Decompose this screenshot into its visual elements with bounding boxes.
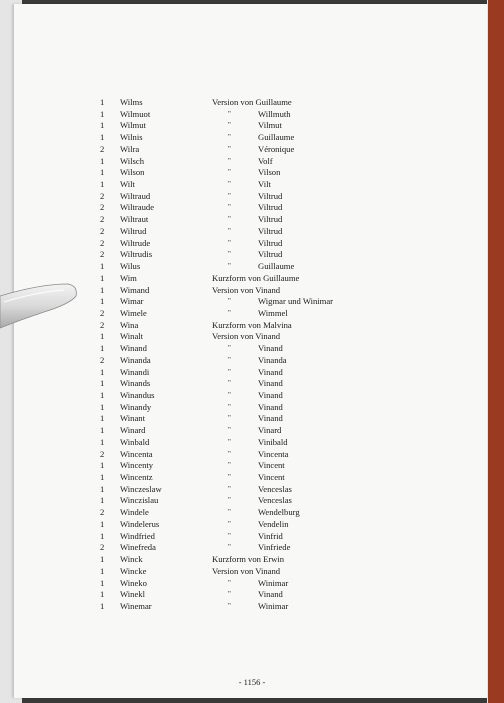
ditto-mark: "	[228, 414, 231, 423]
entry-target: Wimmel	[258, 307, 288, 318]
entry-name: Wilmuot	[120, 108, 151, 119]
entry-name: Wincke	[120, 565, 147, 576]
ditto-mark: "	[228, 308, 231, 317]
entry-name: Wiltraut	[120, 214, 149, 225]
entry-target: Vinand	[258, 589, 283, 600]
entry-count: 2	[100, 319, 105, 330]
entry-name: Winant	[120, 413, 145, 424]
index-entry	[0, 425, 504, 437]
entry-count: 1	[100, 108, 105, 119]
ditto-mark: "	[228, 391, 231, 399]
entry-target: Vilmut	[258, 120, 282, 131]
entry-description: Version von Guillaume	[212, 97, 292, 107]
entry-count: 1	[100, 460, 105, 471]
entry-count: 1	[100, 436, 105, 447]
index-entry	[0, 437, 504, 449]
entry-name: Wimand	[120, 284, 150, 295]
index-entry	[0, 378, 504, 390]
ditto-mark: "	[228, 496, 231, 505]
entry-name: Wincentz	[120, 472, 153, 483]
index-entry	[0, 449, 504, 461]
entry-name: Wiltraude	[120, 202, 155, 213]
index-entry	[0, 390, 504, 402]
entry-name: Wilmut	[120, 120, 146, 131]
index-entry	[0, 495, 504, 507]
entry-target: Wigmar und Winimar	[258, 296, 334, 307]
ditto-mark: "	[228, 531, 231, 540]
entry-target: Winimar	[258, 600, 289, 611]
entry-name: Wiltrudis	[120, 249, 153, 260]
entry-count: 1	[100, 425, 105, 436]
index-entry	[0, 331, 504, 343]
entry-count: 2	[100, 143, 105, 154]
ditto-mark: "	[228, 226, 231, 235]
ditto-mark: "	[228, 426, 231, 435]
ditto-mark: "	[228, 449, 231, 458]
entry-name: Winczeslaw	[120, 483, 162, 494]
ditto-mark: "	[228, 121, 231, 130]
entry-name: Wilms	[120, 97, 143, 107]
entry-name: Winefreda	[120, 542, 156, 553]
ditto-mark: "	[228, 203, 231, 212]
entry-name: Wilson	[120, 167, 145, 178]
ditto-mark: "	[228, 590, 231, 599]
entry-name: Winands	[120, 378, 151, 389]
entry-description: Kurzform von Guillaume	[212, 272, 300, 283]
entry-target: Viltrud	[258, 225, 283, 236]
entry-target: Viltrud	[258, 190, 283, 201]
ditto-mark: "	[228, 402, 231, 411]
index-entry	[0, 179, 504, 191]
ditto-mark: "	[228, 180, 231, 189]
entry-count: 1	[100, 132, 105, 143]
ditto-mark: "	[228, 367, 231, 376]
entry-name: Winczislau	[120, 495, 159, 506]
entry-name: Winandus	[120, 390, 155, 400]
index-entry	[0, 156, 504, 168]
entry-count: 1	[100, 272, 105, 283]
index-entry	[0, 238, 504, 250]
entry-name: Wimar	[120, 296, 144, 307]
index-entry	[0, 519, 504, 531]
index-entry	[0, 601, 504, 613]
entry-target: Vincenta	[258, 448, 289, 459]
entry-description: Version von Vinand	[212, 331, 281, 342]
entry-count: 1	[100, 167, 105, 178]
index-entry	[0, 460, 504, 472]
entry-count: 2	[100, 354, 105, 365]
index-entry	[0, 566, 504, 578]
ditto-mark: "	[228, 191, 231, 200]
index-entry	[0, 355, 504, 367]
ditto-mark: "	[228, 109, 231, 118]
entry-target: Vincent	[258, 472, 285, 483]
entry-count: 1	[100, 331, 105, 342]
index-entry	[0, 554, 504, 566]
entry-target: Vinand	[258, 413, 283, 424]
ditto-mark: "	[228, 355, 231, 364]
entry-target: Vinand	[258, 390, 283, 400]
entry-target: Winimar	[258, 577, 289, 588]
entry-name: Wilus	[120, 261, 141, 272]
entry-name: Winekl	[120, 589, 145, 600]
entry-target: Willmuth	[258, 108, 291, 119]
entry-target: Viltrud	[258, 237, 283, 248]
entry-name: Wilsch	[120, 155, 144, 166]
entry-name: Winanda	[120, 354, 151, 365]
entry-count: 1	[100, 577, 105, 588]
index-entry	[0, 191, 504, 203]
entry-count: 1	[100, 261, 105, 272]
entry-target: Vincent	[258, 460, 285, 471]
entry-count: 1	[100, 378, 105, 389]
entry-count: 1	[100, 600, 105, 611]
entry-count: 1	[100, 413, 105, 424]
ditto-mark: "	[228, 543, 231, 552]
ditto-mark: "	[228, 168, 231, 177]
entry-target: Vinand	[258, 378, 283, 389]
entry-count: 1	[100, 97, 105, 107]
entry-name: Wiltraud	[120, 190, 151, 201]
entry-count: 1	[100, 483, 105, 494]
entry-count: 2	[100, 249, 105, 260]
index-entry	[0, 167, 504, 179]
entry-target: Vinand	[258, 366, 283, 377]
entry-count: 1	[100, 401, 105, 412]
entry-count: 2	[100, 307, 105, 318]
ditto-mark: "	[228, 238, 231, 247]
ditto-mark: "	[228, 144, 231, 153]
entry-target: Vinfrid	[258, 530, 283, 541]
index-entry	[0, 120, 504, 132]
index-entry	[0, 226, 504, 238]
entry-count: 2	[100, 507, 105, 518]
entry-target: Viltrud	[258, 214, 283, 225]
index-entry	[0, 578, 504, 590]
index-entry	[0, 542, 504, 554]
entry-name: Winalt	[120, 331, 144, 342]
ditto-mark: "	[228, 250, 231, 259]
entry-count: 1	[100, 565, 105, 576]
index-entry	[0, 484, 504, 496]
entry-target: Venceslas	[258, 483, 292, 494]
index-entry	[0, 296, 504, 308]
entry-name: Winandy	[120, 401, 152, 412]
entry-name: Windfried	[120, 530, 155, 541]
entry-name: Winandi	[120, 366, 150, 377]
entry-name: Wilra	[120, 143, 140, 154]
ditto-mark: "	[228, 473, 231, 482]
entry-name: Wiltrud	[120, 225, 147, 236]
ditto-mark: "	[228, 461, 231, 470]
page-number: - 1156 -	[238, 677, 266, 687]
ditto-mark: "	[228, 215, 231, 224]
entry-count: 1	[100, 120, 105, 131]
ditto-mark: "	[228, 379, 231, 388]
entry-count: 1	[100, 155, 105, 166]
entry-name: Wineko	[120, 577, 147, 588]
entry-count: 2	[100, 448, 105, 459]
entry-count: 2	[100, 214, 105, 225]
index-entry	[0, 273, 504, 285]
entry-count: 2	[100, 190, 105, 201]
index-entry	[0, 285, 504, 297]
ditto-mark: "	[228, 508, 231, 517]
entry-count: 1	[100, 495, 105, 506]
entry-target: Vilt	[258, 179, 271, 190]
entry-name: Wilnis	[120, 132, 143, 143]
index-entry	[0, 214, 504, 226]
entry-target: Volf	[258, 155, 273, 166]
ditto-mark: "	[228, 578, 231, 587]
entry-target: Wendelburg	[258, 507, 300, 518]
entry-count: 1	[100, 554, 105, 565]
index-entry	[0, 202, 504, 214]
ditto-mark: "	[228, 484, 231, 493]
ditto-mark: "	[228, 297, 231, 306]
entry-target: Vinanda	[258, 354, 287, 365]
index-entry	[0, 144, 504, 156]
index-entry	[0, 97, 504, 109]
entry-name: Winand	[120, 343, 147, 354]
entry-count: 2	[100, 202, 105, 213]
entry-count: 2	[100, 225, 105, 236]
index-entry	[0, 132, 504, 144]
ditto-mark: "	[228, 437, 231, 446]
index-entry	[0, 261, 504, 273]
ditto-mark: "	[228, 262, 231, 271]
index-entry	[0, 109, 504, 121]
entry-target: Vinard	[258, 425, 282, 436]
entry-count: 1	[100, 366, 105, 377]
entry-count: 2	[100, 237, 105, 248]
entry-name: Wincenty	[120, 460, 154, 471]
entry-name: Winard	[120, 425, 146, 436]
entry-target: Guillaume	[258, 132, 295, 143]
entry-target: Vinibald	[258, 436, 288, 447]
index-entry	[0, 402, 504, 414]
entry-count: 1	[100, 343, 105, 354]
entry-count: 1	[100, 472, 105, 483]
entry-target: Vinfriede	[258, 542, 291, 553]
entry-count: 1	[100, 296, 105, 307]
entry-name: Wilt	[120, 179, 135, 190]
ditto-mark: "	[228, 601, 231, 610]
entry-name: Winck	[120, 554, 143, 565]
index-entry	[0, 367, 504, 379]
ditto-mark: "	[228, 133, 231, 142]
entry-description: Kurzform von Malvina	[212, 319, 292, 330]
index-entry	[0, 320, 504, 332]
entry-target: Viltrud	[258, 202, 283, 213]
entry-target: Vinand	[258, 401, 283, 412]
ditto-mark: "	[228, 156, 231, 165]
entry-name: Windelerus	[120, 518, 160, 529]
ditto-mark: "	[228, 344, 231, 353]
index-entry	[0, 507, 504, 519]
entry-target: Viltrud	[258, 249, 283, 260]
index-entry	[0, 249, 504, 261]
entry-name: Wina	[120, 319, 139, 330]
index-entry	[0, 531, 504, 543]
entry-target: Vinand	[258, 343, 283, 354]
entry-name: Windele	[120, 507, 149, 518]
entry-description: Version von Vinand	[212, 284, 281, 295]
entry-name: Wincenta	[120, 448, 153, 459]
entry-count: 1	[100, 390, 105, 400]
entry-count: 1	[100, 589, 105, 600]
entry-count: 1	[100, 179, 105, 190]
index-entry	[0, 589, 504, 601]
entry-count: 1	[100, 530, 105, 541]
entry-description: Kurzform von Erwin	[212, 554, 285, 565]
entry-count: 2	[100, 542, 105, 553]
index-entry	[0, 308, 504, 320]
index-entry	[0, 472, 504, 484]
entry-name: Winbald	[120, 436, 150, 447]
entry-name: Wim	[120, 272, 137, 283]
entry-count: 1	[100, 518, 105, 529]
index-entry	[0, 413, 504, 425]
entry-description: Version von Vinand	[212, 565, 281, 576]
entry-name: Wimele	[120, 307, 147, 318]
entry-target: Venceslas	[258, 495, 292, 506]
index-entry	[0, 343, 504, 355]
entry-target: Vilson	[258, 167, 281, 178]
entry-target: Vendelin	[258, 518, 289, 529]
entry-name: Winemar	[120, 600, 152, 611]
entry-name: Wiltrude	[120, 237, 151, 248]
entry-count: 1	[100, 284, 105, 295]
entry-target: Véronique	[258, 143, 295, 154]
entry-target: Guillaume	[258, 261, 295, 272]
ditto-mark: "	[228, 519, 231, 528]
